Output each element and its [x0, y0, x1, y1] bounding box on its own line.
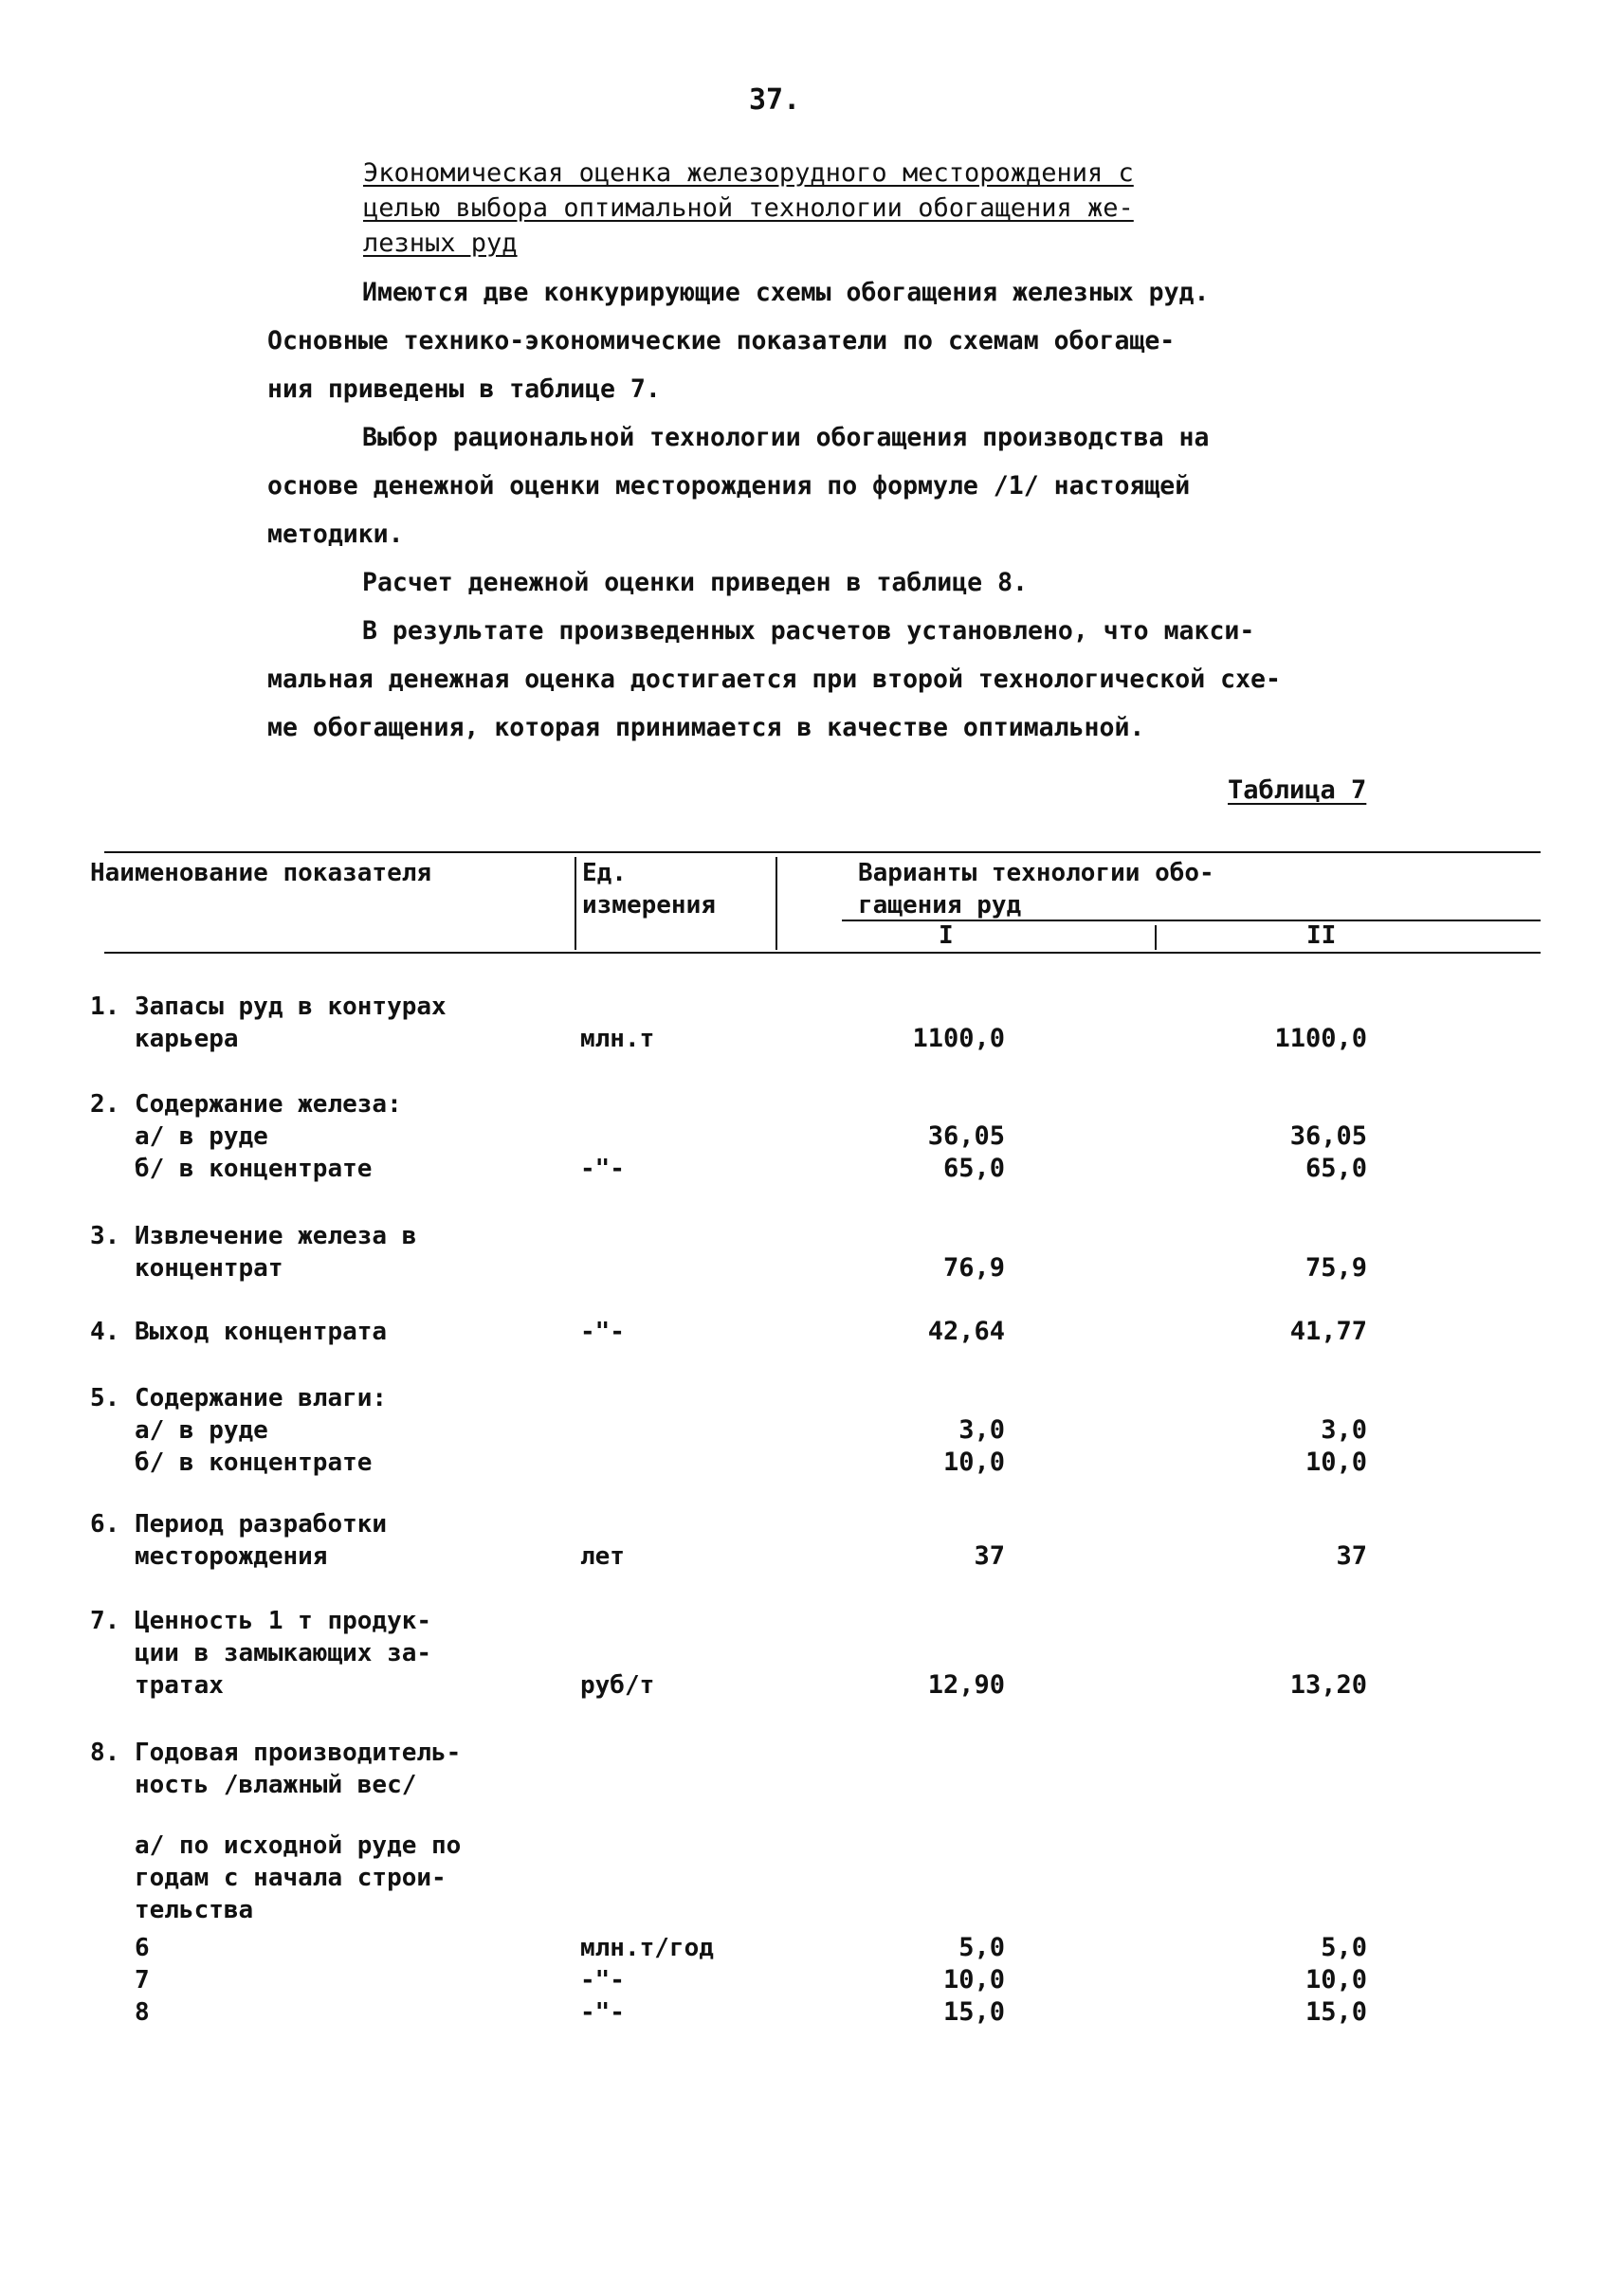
value-variant-2: 13,20: [1289, 1670, 1367, 1700]
body-text: [267, 268, 1576, 752]
row-label: ность /влажный вес/: [90, 1771, 417, 1799]
header-variant-2: II: [1306, 921, 1337, 950]
value-variant-2: 65,0: [1305, 1154, 1367, 1183]
value-variant-1: 10,0: [942, 1965, 1005, 1994]
value-variant-1: 42,64: [927, 1317, 1005, 1346]
value-variant-1: 76,9: [942, 1253, 1005, 1283]
title-line: лезных руд: [363, 228, 518, 258]
row-label: месторождения: [90, 1542, 328, 1571]
row-label: 4. Выход концентрата: [90, 1318, 388, 1346]
table-top-rule: [104, 851, 1541, 853]
row-label: 6. Период разработки: [90, 1510, 388, 1539]
row-label: 3. Извлечение железа в: [90, 1222, 417, 1250]
header-name: Наименование показателя: [90, 859, 432, 887]
value-variant-1: 3,0: [958, 1415, 1005, 1445]
column-divider: [575, 857, 576, 950]
row-label: годам с начала строи-: [90, 1864, 447, 1892]
row-label: 2. Содержание железа:: [90, 1090, 402, 1119]
row-label: ции в замыкающих за-: [90, 1639, 432, 1667]
row-label: 8. Годовая производитель-: [90, 1739, 462, 1767]
row-label: 8: [90, 1998, 150, 2027]
value-variant-2: 3,0: [1321, 1415, 1367, 1445]
row-label: б/ в концентрате: [90, 1448, 373, 1477]
row-unit: руб/т: [580, 1671, 655, 1700]
paragraph-line: методики.: [267, 519, 404, 549]
row-label: а/ в руде: [90, 1416, 268, 1445]
row-label: карьера: [90, 1025, 239, 1053]
value-variant-1: 65,0: [942, 1154, 1005, 1183]
row-label: 7: [90, 1966, 150, 1994]
paragraph-line: ния приведены в таблице 7.: [267, 374, 661, 404]
table-caption: Таблица 7: [1228, 775, 1367, 805]
row-unit: лет: [580, 1542, 625, 1571]
value-variant-2: 10,0: [1305, 1965, 1367, 1994]
row-label: 1. Запасы руд в контурах: [90, 993, 447, 1021]
value-variant-1: 12,90: [927, 1670, 1005, 1700]
paragraph-line: Основные технико-экономические показатели по схемам обогаще-: [267, 326, 1176, 355]
value-variant-2: 10,0: [1305, 1448, 1367, 1477]
header-bottom-rule: [104, 952, 1541, 954]
page-number: 37.: [749, 83, 801, 117]
row-label: 7. Ценность 1 т продук-: [90, 1607, 432, 1635]
value-variant-2: 41,77: [1289, 1317, 1367, 1346]
row-unit: млн.т/год: [580, 1934, 714, 1962]
row-label: а/ по исходной руде по: [90, 1831, 462, 1860]
header-variants: гащения руд: [858, 891, 1022, 920]
paragraph-line: Расчет денежной оценки приведен в таблице 8.: [362, 568, 1028, 597]
row-label: тельства: [90, 1896, 254, 1924]
paragraph-line: Выбор рациональной технологии обогащения производства на: [362, 423, 1210, 452]
row-unit: млн.т: [580, 1025, 655, 1053]
header-variant-1: I: [939, 921, 954, 950]
row-label: б/ в концентрате: [90, 1155, 373, 1183]
value-variant-2: 37: [1336, 1541, 1367, 1571]
row-unit: -"-: [580, 1966, 625, 1994]
value-variant-2: 1100,0: [1274, 1024, 1367, 1053]
paragraph-line: Имеются две конкурирующие схемы обогащения железных руд.: [362, 278, 1210, 307]
value-variant-1: 1100,0: [912, 1024, 1005, 1053]
paragraph-line: мальная денежная оценка достигается при второй технологической схе-: [267, 665, 1281, 694]
value-variant-1: 10,0: [942, 1448, 1005, 1477]
title-line: Экономическая оценка железорудного месторождения с: [363, 158, 1134, 188]
value-variant-2: 36,05: [1289, 1121, 1367, 1151]
header-unit: Ед.: [582, 859, 627, 887]
value-variant-2: 15,0: [1305, 1997, 1367, 2027]
row-unit: -"-: [580, 1998, 625, 2027]
row-label: 5. Содержание влаги:: [90, 1384, 388, 1412]
value-variant-1: 5,0: [958, 1933, 1005, 1962]
value-variant-1: 36,05: [927, 1121, 1005, 1151]
paragraph-line: В результате произведенных расчетов установлено, что макси-: [362, 616, 1255, 646]
value-variant-1: 37: [974, 1541, 1005, 1571]
paragraph-line: ме обогащения, которая принимается в качестве оптимальной.: [267, 713, 1145, 742]
title-line: целью выбора оптимальной технологии обогащения же-: [363, 193, 1134, 223]
row-unit: -"-: [580, 1318, 625, 1346]
value-variant-1: 15,0: [942, 1997, 1005, 2027]
header-unit: измерения: [582, 891, 716, 920]
header-variants: Варианты технологии обо-: [858, 859, 1214, 887]
row-unit: -"-: [580, 1155, 625, 1183]
value-variant-2: 5,0: [1321, 1933, 1367, 1962]
row-label: а/ в руде: [90, 1122, 268, 1151]
column-divider: [776, 857, 777, 950]
value-variant-2: 75,9: [1305, 1253, 1367, 1283]
row-label: тратах: [90, 1671, 224, 1700]
document-title: [363, 155, 1340, 261]
paragraph-line: основе денежной оценки месторождения по формуле /1/ настоящей: [267, 471, 1191, 501]
row-label: 6: [90, 1934, 150, 1962]
row-label: концентрат: [90, 1254, 283, 1283]
column-divider: [1155, 925, 1157, 950]
